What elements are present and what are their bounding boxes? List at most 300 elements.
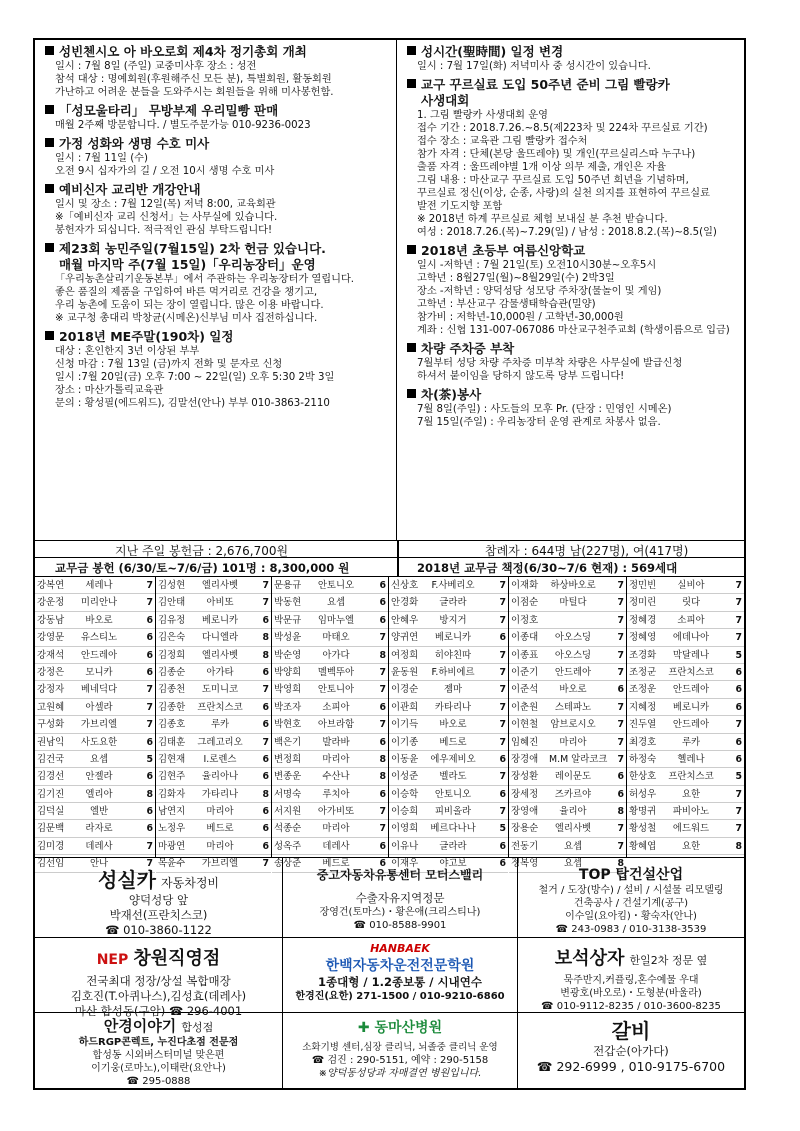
announcement-line: ※ 2018년 하계 꾸르실료 체험 보내실 분 추천 받습니다. (417, 214, 668, 225)
table-row (35, 629, 155, 646)
announcement-line: 고학년 : 부산교구 감물생태학습관(밀양) (417, 299, 596, 310)
donation-count: 6 (499, 840, 506, 852)
baptismal-name: 가브리엘 (201, 858, 239, 870)
title-text: 성시간(聖時間) 일정 변경 (421, 44, 564, 59)
table-row (627, 664, 744, 681)
donation-count: 8 (617, 806, 624, 818)
donation-count: 7 (617, 649, 624, 661)
baptismal-name: 안젤라 (85, 771, 113, 783)
donor-name: 이정호 (511, 614, 539, 626)
donor-column (35, 577, 156, 870)
donation-count: 6 (146, 632, 153, 644)
donor-name: 조정운 (629, 684, 657, 696)
baptismal-name: 아가다 (322, 649, 350, 661)
baptismal-name: 막달레나 (672, 649, 710, 661)
baptismal-name: 유스티노 (80, 632, 118, 644)
ad-glasses (35, 1013, 283, 1089)
donor-name: 김유정 (158, 614, 186, 626)
ad-line: 이수일(요아킴)・황숙자(안나) (565, 911, 697, 922)
announcement-title (45, 182, 392, 198)
square-bullet-icon (45, 46, 54, 55)
square-bullet-icon (45, 138, 54, 147)
baptismal-name: 세레나 (85, 580, 113, 591)
donor-name: 강재석 (37, 649, 65, 661)
baptismal-name: 요한 (681, 788, 701, 800)
table-row (509, 734, 626, 751)
baptismal-name: 데레사 (85, 840, 113, 852)
baptismal-name: F.사베리오 (431, 580, 475, 591)
baptismal-name: 아가타 (206, 666, 234, 678)
donation-count: 5 (146, 753, 153, 765)
donor-name: 박동현 (274, 597, 302, 609)
baptismal-name: 발라바 (322, 736, 350, 748)
donor-name: 박문규 (274, 614, 302, 626)
announcement-line: 신청 마감 : 7월 13일 (금)까지 전화 및 문자로 신청 (55, 359, 283, 370)
ad-name: 안경이야기 (103, 1017, 177, 1035)
table-row (389, 820, 508, 837)
donation-count: 6 (379, 614, 386, 626)
donation-count: 7 (735, 614, 742, 626)
baptismal-name: 베드로 (206, 823, 234, 835)
table-row (627, 629, 744, 646)
baptismal-name: 카타리나 (434, 701, 472, 713)
donation-header (35, 558, 744, 577)
donation-count: 7 (499, 580, 506, 591)
baptismal-name: 모니카 (85, 666, 113, 678)
announcement-line: 출품 자격 : 울뜨레야별 1개 이상 의무 제출, 개인은 자율 (417, 162, 666, 173)
donor-name: 안경화 (391, 597, 419, 609)
donation-count: 7 (735, 719, 742, 731)
title-text: 교구 꾸르실료 도입 50주년 준비 그림 빨랑카 (421, 77, 670, 92)
table-row (272, 786, 388, 803)
announcement (407, 341, 742, 383)
donor-name: 허성우 (629, 788, 657, 800)
donor-name: 서지원 (274, 806, 302, 818)
donor-name: 남연지 (158, 806, 186, 818)
table-row (509, 594, 626, 611)
announcement-line: 하셔서 붙이임을 당하지 않도록 당부 드립니다! (417, 371, 625, 382)
donor-name: 이준기 (511, 666, 539, 678)
baptismal-name: 레이문도 (554, 771, 592, 783)
table-row (389, 838, 508, 855)
table-row (272, 664, 388, 681)
donor-name: 이점순 (511, 597, 539, 609)
donation-count: 6 (735, 684, 742, 696)
donation-count: 7 (499, 719, 506, 731)
donation-count: 7 (379, 823, 386, 835)
donation-count: 6 (146, 736, 153, 748)
table-row (272, 768, 388, 785)
table-row (509, 647, 626, 664)
donation-count: 7 (735, 597, 742, 609)
baptismal-name: 아비또 (206, 597, 234, 609)
baptismal-name: 히야친따 (434, 649, 472, 661)
table-row (156, 751, 271, 768)
baptismal-name: 도미니코 (201, 684, 239, 696)
ad-line: 변광호(바오로)・도형분(바울라) (560, 988, 702, 999)
donor-name: 여정희 (391, 649, 419, 661)
donation-count: 7 (379, 632, 386, 644)
baptismal-name: 루치아 (322, 788, 350, 800)
baptismal-name: 베로니카 (434, 632, 472, 644)
donation-count: 8 (262, 649, 269, 661)
baptismal-name: 실비아 (677, 580, 705, 591)
donation-count: 6 (499, 632, 506, 644)
ad-line: 철거 / 도장(방수) / 설비 / 시설물 리모델링 (538, 885, 724, 896)
donation-count: 7 (617, 823, 624, 835)
donor-name: 전동기 (511, 840, 539, 852)
baptismal-name: 아셀라 (85, 701, 113, 713)
donor-name: 김성현 (158, 580, 186, 591)
donor-name: 김경선 (37, 771, 65, 783)
donor-name: 석종순 (274, 823, 302, 835)
donor-name: 이승희 (391, 806, 419, 818)
baptismal-name: 율리아 (559, 806, 587, 818)
ad-motors-valley (283, 858, 518, 938)
table-row (35, 664, 155, 681)
donor-name: 이춘원 (511, 701, 539, 713)
baptismal-name: 스테파노 (554, 701, 592, 713)
donation-count: 7 (735, 580, 742, 591)
donation-count: 7 (617, 719, 624, 731)
donation-count: 8 (379, 649, 386, 661)
donor-name: 강동남 (37, 614, 65, 626)
donation-count: 8 (379, 753, 386, 765)
donation-count: 7 (379, 719, 386, 731)
donation-count: 6 (379, 580, 386, 591)
announcement (45, 241, 392, 325)
ad-jewelry (518, 938, 744, 1013)
table-row (389, 681, 508, 698)
donor-name: 김기진 (37, 788, 65, 800)
donation-count: 8 (262, 632, 269, 644)
donation-count: 7 (499, 736, 506, 748)
donation-count: 7 (735, 632, 742, 644)
donation-count: 6 (262, 840, 269, 852)
announcement-title (407, 243, 742, 259)
square-bullet-icon (45, 105, 54, 114)
announcement-line: 접수 기간 : 2018.7.26.~8.5(제223차 및 224차 꾸르실료 기간) (417, 123, 708, 134)
donor-table (35, 577, 744, 870)
ad-name: 중고자동차유통센터 모터스밸리 (316, 868, 484, 882)
table-row (509, 699, 626, 716)
title-text: 제23회 농민주일(7월15일) 2차 헌금 있습니다. (59, 241, 326, 256)
table-row (509, 664, 626, 681)
announcement-line: 1. 그림 빨랑카 사생대회 운영 (417, 110, 548, 121)
donation-count: 7 (499, 701, 506, 713)
table-row (156, 716, 271, 733)
hospital-icon: ✚ (357, 1020, 370, 1036)
donation-count: 6 (617, 684, 624, 696)
announcement-line: 장소 -저학년 : 양덕성당 성모당 주차장(물놀이 및 게임) (417, 286, 662, 297)
baptismal-name: 요셉 (563, 840, 583, 852)
table-row (509, 577, 626, 594)
announcement-line: 일시 :7월 20일(금) 오후 7:00 ~ 22일(일) 오후 5:30 2박 3일 (55, 372, 335, 383)
baptismal-name: 가타리나 (201, 788, 239, 800)
announcement-line: 매월 2주째 방문합니다. / 별도주문가능 010-9236-0023 (55, 120, 311, 131)
announcement-title (45, 44, 392, 60)
attendance-total: 참례자 : 644명 남(227명), 여(417명) (485, 544, 689, 558)
baptismal-name: 요셉 (326, 597, 346, 609)
donation-count: 6 (262, 614, 269, 626)
donor-name: 박영희 (274, 684, 302, 696)
families-summary: 2018년 교무금 책정(6/30~7/6 현재) : 569세대 (417, 561, 678, 575)
donor-name: 이경순 (391, 684, 419, 696)
table-row (272, 838, 388, 855)
announcement-title-line2: 사생대회 (421, 93, 470, 108)
offering-total: 지난 주일 봉헌금 : 2,676,700원 (115, 544, 289, 558)
donation-count: 6 (617, 771, 624, 783)
baptismal-name: 벨라도 (439, 771, 467, 783)
baptismal-name: 바오로 (559, 684, 587, 696)
donation-count: 7 (146, 840, 153, 852)
table-row (389, 734, 508, 751)
donor-name: 이승학 (391, 788, 419, 800)
donation-count: 6 (262, 806, 269, 818)
donation-count: 7 (499, 614, 506, 626)
donors-summary: 교무금 봉헌 (6/30/토~7/6/금) 101명 : 8,300,000 원 (55, 561, 350, 575)
baptismal-name: 율리아나 (201, 771, 239, 783)
donor-name: 하정숙 (629, 753, 657, 765)
table-row (35, 734, 155, 751)
table-row (35, 594, 155, 611)
donation-count: 7 (735, 788, 742, 800)
table-row (627, 716, 744, 733)
baptismal-name: 즈카르야 (554, 788, 592, 800)
ad-phone: ☎ 292-6999 , 010-9175-6700 (536, 1059, 726, 1074)
donation-count: 7 (262, 858, 269, 870)
table-row (627, 594, 744, 611)
announcement-line: 「우리농촌살리기운동본부」에서 주관하는 우리농장터가 열립니다. (55, 274, 355, 285)
donor-name: 장성환 (511, 771, 539, 783)
announcement-line: 일시 : 7월 11일 (수) (55, 153, 148, 164)
announcement-line: 장소 : 마산가톨릭교육관 (55, 385, 164, 396)
donor-name: 한상호 (629, 771, 657, 783)
title-text: 예비신자 교리반 개강안내 (59, 182, 201, 197)
baptismal-name: 안드레아 (554, 666, 592, 678)
donor-column (389, 577, 509, 870)
ad-sub: 자동차정비 (161, 876, 220, 890)
baptismal-name: 마리아 (559, 736, 587, 748)
ad-name: 한백자동차운전전문학원 (325, 958, 475, 974)
donor-name: 이종표 (511, 649, 539, 661)
donor-name: 이기득 (391, 719, 419, 731)
ad-name: 창원직영점 (133, 948, 221, 969)
ad-phone: ☎ 검진 : 290-5151, 예약 : 290-5158 (311, 1055, 489, 1066)
table-row (35, 699, 155, 716)
ad-line: 묵주반지,커플링,혼수예물 우대 (563, 975, 699, 986)
baptismal-name: 헬레나 (677, 753, 705, 765)
donor-name: 변정희 (274, 753, 302, 765)
hanbaek-logo: HANBAEK (370, 942, 430, 955)
donor-name: 이영희 (391, 823, 419, 835)
donation-count: 7 (617, 614, 624, 626)
table-row (35, 681, 155, 698)
donation-count: 7 (617, 701, 624, 713)
baptismal-name: 마리아 (206, 840, 234, 852)
table-row (156, 803, 271, 820)
table-row (156, 786, 271, 803)
table-row (509, 681, 626, 698)
donation-count: 6 (735, 736, 742, 748)
donor-column (156, 577, 272, 870)
table-row (272, 594, 388, 611)
table-row (627, 803, 744, 820)
table-row (509, 803, 626, 820)
donation-count: 6 (146, 806, 153, 818)
donation-count: 8 (262, 788, 269, 800)
donation-count: 7 (146, 684, 153, 696)
table-row (509, 629, 626, 646)
donation-count: 6 (735, 753, 742, 765)
announcement-title (407, 44, 742, 60)
ad-line: 수출자유지역정문 (355, 891, 445, 905)
donation-count: 6 (146, 666, 153, 678)
donation-count: 7 (146, 719, 153, 731)
baptismal-name: 베드로 (439, 736, 467, 748)
table-row (272, 612, 388, 629)
donation-count: 6 (262, 701, 269, 713)
donation-count: 8 (735, 840, 742, 852)
baptismal-name: 마리아 (206, 806, 234, 818)
donation-count: 6 (262, 666, 269, 678)
announcement (45, 103, 392, 132)
baptismal-name: 아브라함 (317, 719, 355, 731)
donation-count: 6 (499, 788, 506, 800)
announcement-line: ※ 교구청 총대리 박창균(시메온)신부님 미사 집전하십니다. (55, 313, 318, 324)
donor-name: 김선임 (37, 858, 65, 870)
donor-name: 문용규 (274, 580, 302, 591)
title-text: 차량 주차증 부착 (421, 341, 515, 356)
table-row (627, 699, 744, 716)
donation-count: 8 (146, 788, 153, 800)
donor-column (272, 577, 389, 870)
table-row (627, 681, 744, 698)
table-row (389, 768, 508, 785)
baptismal-name: 글라라 (439, 597, 467, 609)
baptismal-name: 마리아 (322, 753, 350, 765)
donor-name: 이재화 (511, 580, 539, 591)
ad-nep (35, 938, 283, 1018)
announcement-line: 접수 장소 : 교육관 그림 빨랑카 접수처 (417, 136, 588, 147)
donor-name: 서명숙 (274, 788, 302, 800)
nep-logo: NEP (96, 952, 129, 968)
ad-phone: 한경진(요한) 271-1500 / 010-9210-6860 (295, 991, 505, 1002)
donation-count: 7 (499, 806, 506, 818)
square-bullet-icon (45, 331, 54, 340)
donor-name: 황성철 (629, 823, 657, 835)
donation-count: 6 (146, 614, 153, 626)
square-bullet-icon (45, 243, 54, 252)
announcement-title (45, 329, 392, 345)
donation-count: 6 (735, 666, 742, 678)
donation-count: 7 (262, 736, 269, 748)
announcement (407, 77, 742, 239)
donation-count: 7 (262, 597, 269, 609)
table-row (272, 820, 388, 837)
table-row (627, 647, 744, 664)
donation-count: 7 (617, 632, 624, 644)
table-row (272, 803, 388, 820)
donor-name: 노정우 (158, 823, 186, 835)
ad-name: 갈비 (611, 1019, 651, 1043)
ad-line: 이기웅(로마노),이태란(요안나) (91, 1063, 226, 1074)
donor-name: 이동윤 (391, 753, 419, 765)
donor-name: 조정군 (629, 666, 657, 678)
baptismal-name: 라자로 (85, 823, 113, 835)
donation-count: 6 (262, 771, 269, 783)
donor-name: 이성준 (391, 771, 419, 783)
donation-count: 6 (379, 788, 386, 800)
announcement-line: 우리 농촌에 도움이 되는 장이 열립니다. 많은 이용 바랍니다. (55, 300, 324, 311)
donation-count: 6 (146, 771, 153, 783)
baptismal-name: 에드워드 (672, 823, 710, 835)
baptismal-name: 베르다나나 (430, 823, 476, 835)
donation-count: 7 (617, 753, 624, 765)
square-bullet-icon (407, 389, 416, 398)
baptismal-name: I.로렌스 (203, 753, 237, 765)
table-row (389, 612, 508, 629)
donation-count: 7 (617, 840, 624, 852)
baptismal-name: 안드레아 (672, 684, 710, 696)
announcement (407, 44, 742, 73)
bulletin-frame (33, 38, 746, 1090)
table-row (156, 664, 271, 681)
donation-count: 6 (379, 597, 386, 609)
donor-name: 김현재 (158, 753, 186, 765)
donor-name: 변종운 (274, 771, 302, 783)
donor-name: 최경호 (629, 736, 657, 748)
donor-name: 김안태 (158, 597, 186, 609)
donor-name: 양귀연 (391, 632, 419, 644)
announcement-line: 가난하고 어려운 분들을 도와주시는 회원들을 위해 미사봉헌함. (55, 87, 334, 98)
baptismal-name: 안토니오 (317, 580, 355, 591)
baptismal-name: 엘리사벳 (554, 823, 592, 835)
announcement-line: 오전 9시 십자가의 길 / 오전 10시 생명 수호 미사 (55, 166, 275, 177)
donor-name: 백은기 (274, 736, 302, 748)
baptismal-name: 베로니카 (672, 701, 710, 713)
donor-name: 황혜엽 (629, 840, 657, 852)
donor-name: 강영문 (37, 632, 65, 644)
donor-name: 김종한 (158, 701, 186, 713)
table-row (389, 647, 508, 664)
donor-name: 박성윤 (274, 632, 302, 644)
ad-phone: ☎ 010-3860-1122 (105, 923, 212, 937)
donor-name: 정복영 (511, 858, 539, 870)
donation-count: 8 (617, 858, 624, 870)
donation-count: 6 (262, 823, 269, 835)
baptismal-name: 마틸다 (559, 597, 587, 609)
donor-name: 권남익 (37, 736, 65, 748)
title-text: 성빈첸시오 아 바오로회 제4차 정기총회 개최 (59, 44, 307, 59)
donor-name: 강복연 (37, 580, 65, 591)
table-row (389, 699, 508, 716)
announcement-line: 일시 및 장소 : 7월 12일(목) 저녁 8:00, 교육회관 (55, 199, 276, 210)
table-row (35, 751, 155, 768)
table-row (156, 820, 271, 837)
left-column (35, 40, 397, 540)
baptismal-name: 요셉 (563, 858, 583, 870)
ad-name: TOP 탑건설산업 (578, 867, 684, 883)
announcement-line: 꾸르실료 정신(이상, 순종, 사랑)의 실천 의지를 표현하여 꾸르실료 (417, 188, 710, 199)
donation-count: 7 (735, 806, 742, 818)
table-row (272, 647, 388, 664)
table-row (156, 734, 271, 751)
donation-count: 6 (146, 823, 153, 835)
table-row (156, 647, 271, 664)
baptismal-name: 베드로 (322, 858, 350, 870)
title-text: 2018년 ME주말(190차) 일정 (59, 329, 234, 344)
